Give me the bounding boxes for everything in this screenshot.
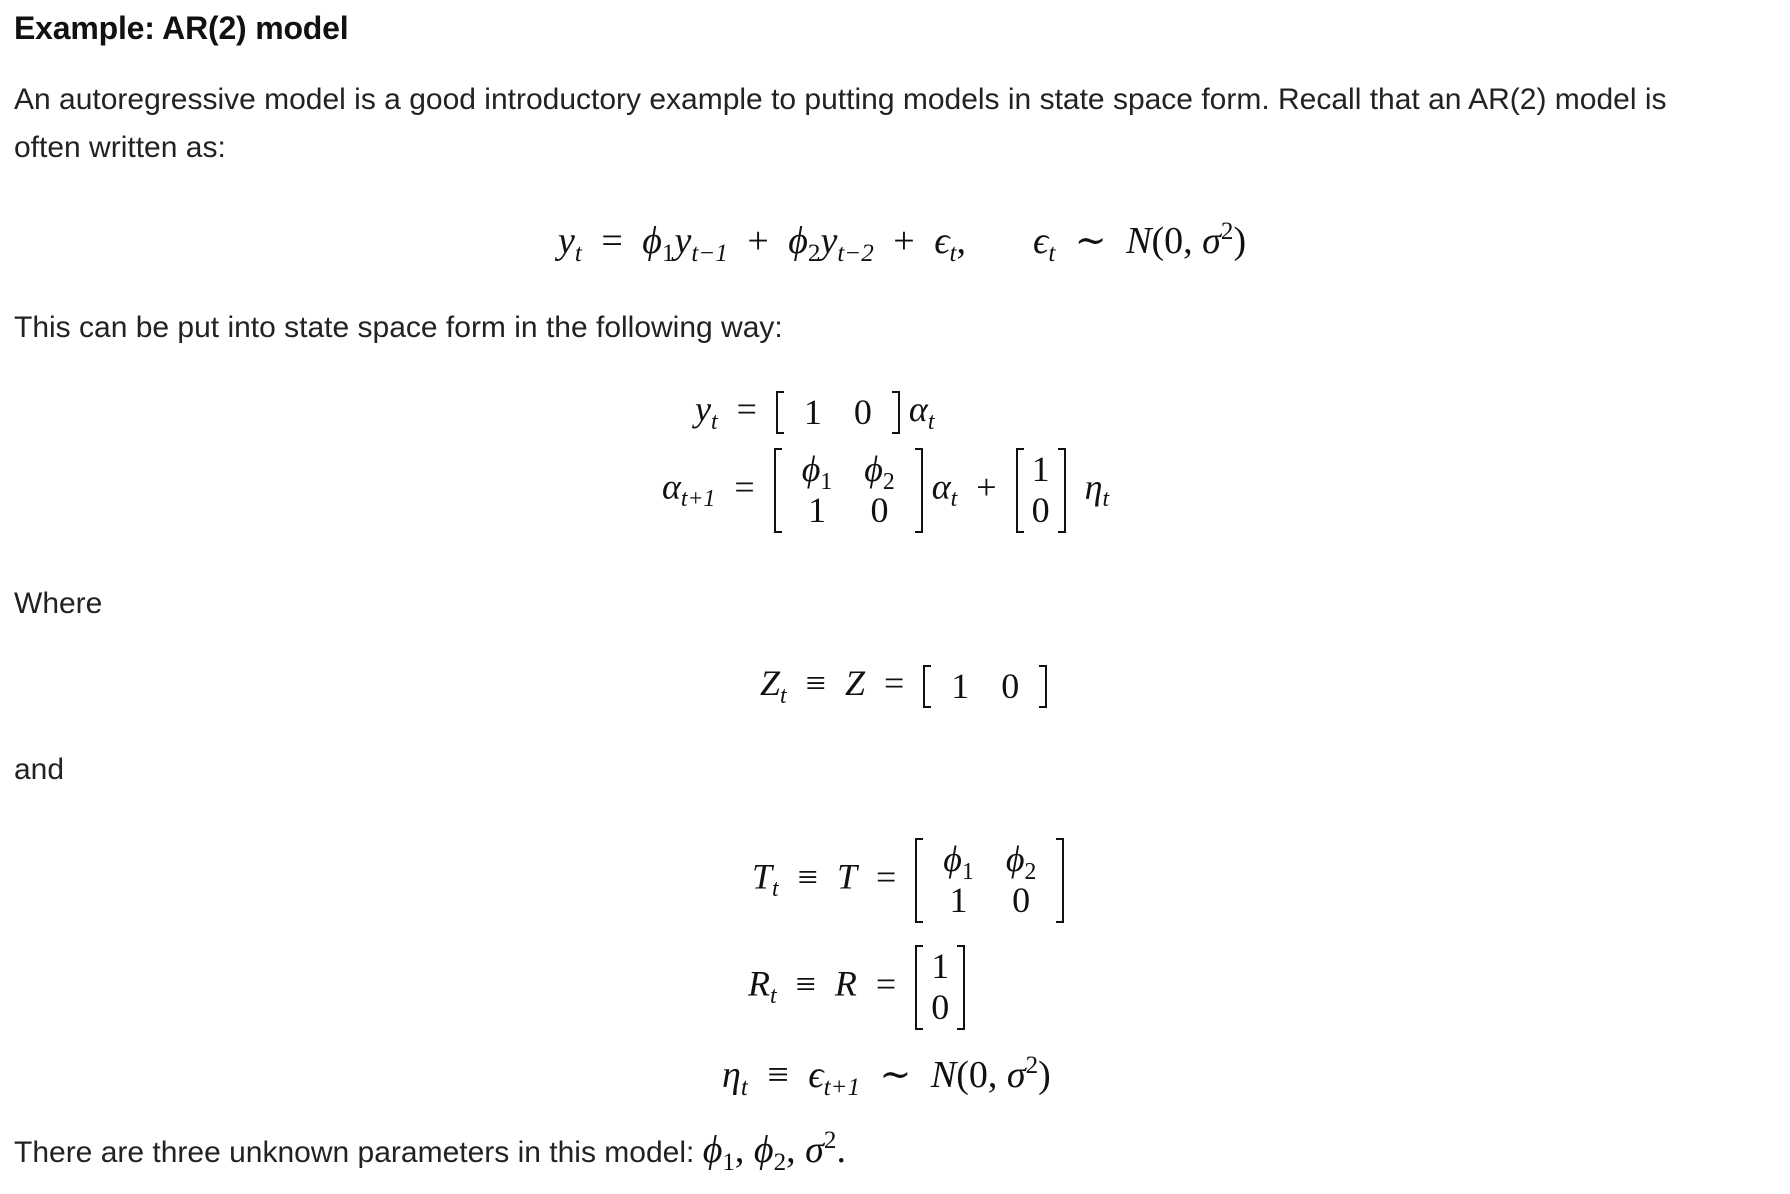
matrix-cell: 1 <box>949 880 968 921</box>
matrix-cell: 0 <box>870 490 889 531</box>
math-subscript: t <box>770 983 777 1010</box>
matrix-cell <box>786 449 849 495</box>
math-operator: ≡ <box>767 1054 789 1096</box>
matrix-cell: 0 <box>1031 490 1050 531</box>
math-subscript: t <box>710 408 718 435</box>
matrix-cell: 1 <box>951 666 970 707</box>
math-symbol: N <box>1126 220 1152 262</box>
section-heading: Example: AR(2) model <box>14 10 349 46</box>
math-symbol: ϕ <box>801 449 821 489</box>
math-symbol: y <box>820 220 838 262</box>
math-superscript: 2 <box>823 1127 837 1155</box>
conclusion-paragraph <box>14 1126 846 1177</box>
math-operator: = <box>875 963 897 1004</box>
math-symbol: y <box>674 220 692 262</box>
math-symbol: R <box>748 963 770 1004</box>
matrix-cell <box>990 839 1053 885</box>
math-symbol: ϕ <box>702 1129 723 1171</box>
math-operator: ≡ <box>805 663 826 703</box>
math-symbol: σ <box>805 1129 824 1171</box>
column-vector-r <box>1016 448 1066 533</box>
math-punct: ( <box>1151 220 1165 262</box>
math-symbol: y <box>695 389 711 429</box>
matrix-cell: 1 <box>807 490 826 531</box>
math-symbol: ϵ <box>808 1054 824 1096</box>
state-space-intro: This can be put into state space form in the following way: <box>14 311 783 344</box>
math-punct: , <box>734 1129 745 1171</box>
z-row-vector <box>923 665 1047 708</box>
math-operator: + <box>893 220 915 262</box>
math-punct: . <box>836 1129 846 1171</box>
math-operator: = <box>883 663 905 703</box>
and-label: and <box>14 753 65 786</box>
math-subscript: t <box>740 1074 748 1102</box>
eta-definition <box>722 1052 1051 1102</box>
math-symbol: ϕ <box>1005 839 1025 879</box>
matrix-cell: 0 <box>931 987 950 1028</box>
math-punct: , <box>786 1129 796 1171</box>
math-symbol: T <box>752 856 773 897</box>
math-subscript: t+1 <box>823 1074 861 1102</box>
math-superscript: 2 <box>1025 1052 1039 1080</box>
math-subscript: t <box>927 408 935 435</box>
math-symbol: R <box>834 963 857 1004</box>
math-symbol: α <box>662 466 681 507</box>
matrix-cell: 0 <box>1001 666 1020 707</box>
math-symbol: ϕ <box>788 220 808 262</box>
matrix-cell <box>927 839 990 885</box>
math-operator: = <box>601 220 623 262</box>
math-operator: + <box>747 220 769 262</box>
math-subscript: 2 <box>882 468 895 495</box>
math-punct: ( <box>956 1054 969 1096</box>
math-punct: ) <box>1233 220 1247 262</box>
transition-matrix <box>774 448 923 533</box>
math-symbol: ϵ <box>934 220 950 262</box>
math-subscript: 1 <box>661 240 675 268</box>
z-definition <box>760 662 1047 708</box>
t-matrix <box>915 838 1064 923</box>
math-punct: , <box>956 220 966 262</box>
math-symbol: ϵ <box>1033 220 1049 262</box>
math-operator: ≡ <box>797 856 818 897</box>
math-punct: ) <box>1038 1054 1051 1096</box>
math-subscript: t <box>949 240 957 268</box>
math-operator: = <box>875 856 897 897</box>
intro-line-1: An autoregressive model is a good introductory example to putting models in state space form. Recall that an AR(2) model is <box>14 83 1667 116</box>
math-symbol: η <box>1084 466 1103 507</box>
math-symbol: α <box>908 389 928 429</box>
math-number: 0, <box>968 1054 1007 1096</box>
parameter-list <box>702 1127 846 1177</box>
math-symbol: y <box>558 220 575 262</box>
math-symbol: σ <box>1006 1054 1026 1096</box>
math-symbol: ϕ <box>943 839 962 879</box>
math-symbol: N <box>930 1054 957 1096</box>
math-operator: = <box>734 466 755 507</box>
math-operator: = <box>736 389 757 429</box>
math-symbol: Z <box>760 663 781 703</box>
math-operator: ∼ <box>1074 220 1107 262</box>
math-subscript: 1 <box>820 468 833 495</box>
math-subscript: 2 <box>773 1149 787 1177</box>
t-definition <box>752 838 1064 923</box>
math-subscript: t−1 <box>691 240 728 268</box>
math-subscript: t <box>780 682 787 709</box>
math-superscript: 2 <box>1220 218 1234 246</box>
matrix-cell: 0 <box>853 392 872 433</box>
math-symbol: σ <box>1202 220 1221 262</box>
math-subscript: t+1 <box>680 486 716 513</box>
matrix-cell: 0 <box>1012 880 1031 921</box>
math-operator: + <box>976 466 997 507</box>
intro-paragraph <box>14 76 1784 172</box>
ar2-equation <box>558 218 1247 268</box>
math-symbol: Z <box>844 663 865 703</box>
matrix-cell <box>848 449 911 495</box>
math-subscript: t−2 <box>837 240 874 268</box>
math-operator: ≡ <box>795 963 816 1004</box>
observation-equation <box>695 388 934 434</box>
transition-equation <box>662 448 1109 533</box>
math-symbol: ϕ <box>753 1129 774 1171</box>
math-symbol: T <box>836 856 857 897</box>
r-definition <box>748 945 965 1030</box>
matrix-cell: 1 <box>803 392 822 433</box>
math-number: 0, <box>1164 220 1203 262</box>
math-symbol: η <box>722 1054 741 1096</box>
math-subscript: 2 <box>807 240 821 268</box>
math-subscript: 1 <box>961 858 974 885</box>
r-column-vector <box>915 945 965 1030</box>
math-subscript: 1 <box>722 1149 735 1177</box>
matrix-cell: 1 <box>1031 449 1050 489</box>
math-operator: ∼ <box>879 1054 912 1096</box>
math-subscript: t <box>1048 240 1056 268</box>
where-label: Where <box>14 587 103 620</box>
math-subscript: t <box>772 876 779 903</box>
math-symbol: ϕ <box>642 220 662 262</box>
conclusion-text: There are three unknown parameters in this model: <box>14 1136 695 1169</box>
math-subscript: t <box>950 486 958 513</box>
matrix-cell: 1 <box>931 946 950 986</box>
math-symbol: α <box>931 466 951 507</box>
math-subscript: t <box>1102 486 1110 513</box>
math-subscript: 2 <box>1024 858 1037 885</box>
math-symbol: ϕ <box>864 449 883 489</box>
row-vector-z <box>776 391 900 434</box>
math-subscript: t <box>574 240 582 268</box>
intro-line-2: often written as: <box>14 131 226 164</box>
